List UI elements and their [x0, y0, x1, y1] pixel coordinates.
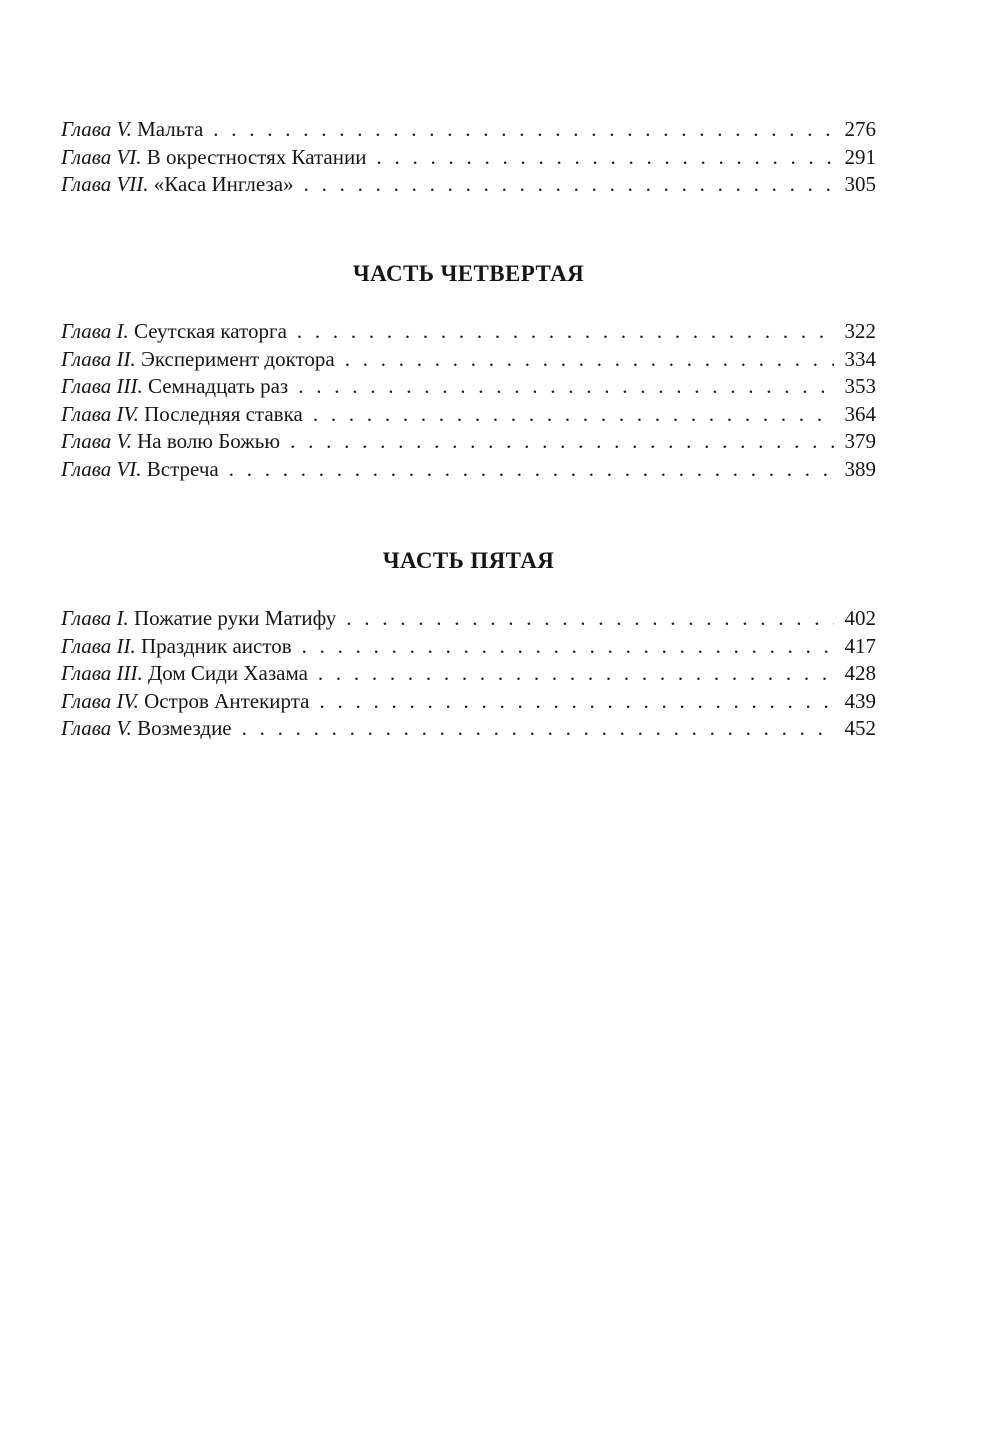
- toc-section-continued: [61, 116, 876, 199]
- chapter-title: Остров Антекирта: [144, 688, 310, 713]
- dot-leader: [302, 633, 834, 661]
- chapter-title: Пожатие руки Матифу: [133, 606, 337, 630]
- toc-section-part-five: [61, 545, 876, 743]
- dot-leader: [297, 318, 834, 346]
- dot-leader: [304, 171, 834, 199]
- toc-entry: Глава III. Дом Сиди Хазама . . . 428: [61, 660, 876, 688]
- page-number: 402: [844, 606, 876, 630]
- page-number: 322: [844, 319, 876, 343]
- dot-leader: [290, 428, 834, 456]
- chapter-title: Дом Сиди Хазама: [147, 661, 308, 685]
- page-number: 364: [844, 401, 876, 426]
- page-number: 353: [844, 374, 876, 398]
- toc-entry: Глава II. Эксперимент доктора . . . 334: [61, 346, 876, 374]
- dot-leader: [345, 346, 834, 374]
- page-number: 417: [844, 633, 876, 658]
- chapter-label: Глава IV: [61, 401, 134, 426]
- toc-section-part-four: [61, 258, 876, 483]
- toc-entry: Глава V. Мальта . . . 276: [61, 116, 876, 144]
- chapter-label: Глава I: [61, 606, 124, 630]
- chapter-title: Праздник аистов: [140, 633, 292, 658]
- toc-entry: Глава IV. Остров Антекирта . . . 439: [61, 688, 876, 716]
- chapter-title: «Каса Инглеза»: [153, 172, 294, 196]
- chapter-title: Мальта: [137, 117, 204, 141]
- page-number: 439: [844, 688, 876, 713]
- toc-entry: Глава I. Пожатие руки Матифу . . . 402: [61, 605, 876, 633]
- chapter-title: Эксперимент доктора: [140, 346, 335, 371]
- page-number: 389: [844, 456, 876, 481]
- toc-entry: Глава II. Праздник аистов . . . 417: [61, 633, 876, 661]
- chapter-label: Глава III: [61, 374, 138, 398]
- chapter-title: Семнадцать раз: [147, 374, 289, 398]
- toc-entry: Глава VI. Встреча . . . 389: [61, 456, 876, 484]
- page-number: 428: [844, 661, 876, 685]
- toc-entry: Глава V. Возмездие . . . 452: [61, 715, 876, 743]
- chapter-label: Глава VII: [61, 172, 144, 196]
- toc-entry: Глава I. Сеутская каторга . . . 322: [61, 318, 876, 346]
- toc-list: [61, 605, 876, 743]
- chapter-title: Последняя ставка: [144, 401, 303, 426]
- dot-leader: [318, 660, 834, 688]
- dot-leader: [229, 456, 834, 484]
- toc-list: [61, 318, 876, 483]
- chapter-label: Глава IV: [61, 688, 134, 713]
- toc-list: [61, 116, 876, 199]
- chapter-label: Глава V: [61, 716, 127, 740]
- dot-leader: [298, 373, 834, 401]
- page-number: 452: [844, 716, 876, 740]
- page-number: 276: [844, 117, 876, 141]
- dot-leader: [376, 144, 834, 172]
- dot-leader: [346, 605, 834, 633]
- chapter-label: Глава I: [61, 319, 124, 343]
- page-number: 305: [844, 172, 876, 196]
- chapter-label: Глава VI: [61, 144, 137, 169]
- dot-leader: [319, 688, 834, 716]
- chapter-title: Сеутская каторга: [133, 319, 287, 343]
- toc-entry: Глава III. Семнадцать раз . . . 353: [61, 373, 876, 401]
- toc-entry: Глава IV. Последняя ставка . . . 364: [61, 401, 876, 429]
- dot-leader: [313, 401, 834, 429]
- chapter-label: Глава II: [61, 346, 131, 371]
- chapter-title: В окрестностях Катании: [146, 144, 367, 169]
- chapter-title: На волю Божью: [137, 429, 281, 453]
- chapter-title: Возмездие: [137, 716, 232, 740]
- chapter-label: Глава III: [61, 661, 138, 685]
- toc-entry: Глава VI. В окрестностях Катании . . . 291: [61, 144, 876, 172]
- chapter-title: Встреча: [146, 456, 219, 481]
- chapter-label: Глава VI: [61, 456, 137, 481]
- toc-entry: Глава VII. «Каса Инглеза» . . . 305: [61, 171, 876, 199]
- page-number: 291: [844, 144, 876, 169]
- dot-leader: [213, 116, 834, 144]
- page-number: 379: [844, 429, 876, 453]
- chapter-label: Глава V: [61, 429, 127, 453]
- chapter-label: Глава II: [61, 633, 131, 658]
- part-heading: ЧАСТЬ ПЯТАЯ: [382, 548, 555, 573]
- part-heading: ЧАСТЬ ЧЕТВЕРТАЯ: [352, 261, 585, 286]
- chapter-label: Глава V: [61, 117, 127, 141]
- toc-entry: Глава V. На волю Божью . . . 379: [61, 428, 876, 456]
- page-number: 334: [844, 346, 876, 371]
- dot-leader: [242, 715, 834, 743]
